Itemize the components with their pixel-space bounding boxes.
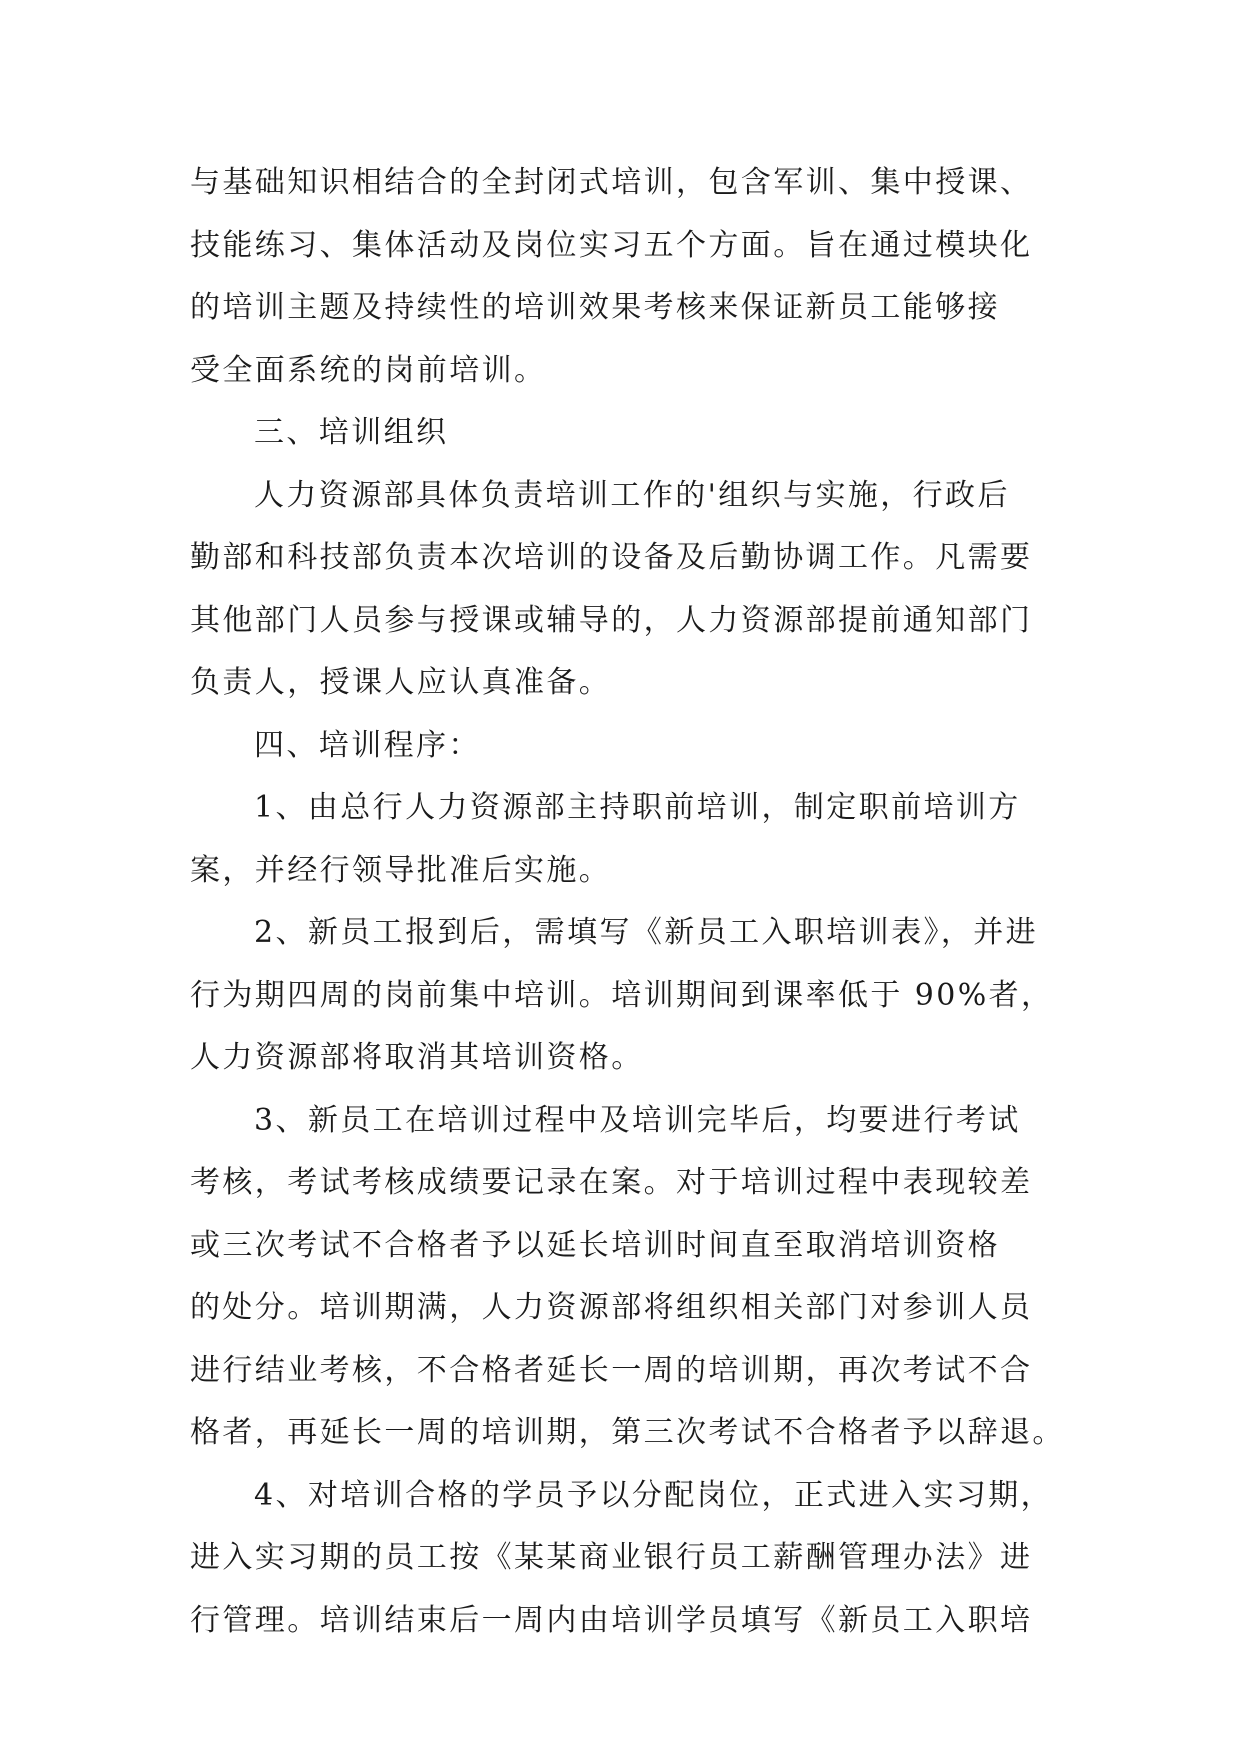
text-line: 3、新员工在培训过程中及培训完毕后，均要进行考试 [254,1102,1021,1138]
text-line: 4、对培训合格的学员予以分配岗位，正式进入实习期， [254,1477,1054,1513]
text-line: 负责人，授课人应认真准备。 [190,665,612,700]
text-line: 人力资源部具体负责培训工作的'组织与实施，行政后 [254,477,1010,513]
text-line: 或三次考试不合格者予以延长培训时间直至取消培训资格 [190,1227,1000,1263]
text-line: 考核，考试考核成绩要记录在案。对于培训过程中表现较差 [190,1165,1033,1200]
text-line: 与基础知识相结合的全封闭式培训，包含军训、集中授课、 [190,165,1033,200]
text-line: 的培训主题及持续性的培训效果考核来保证新员工能够接 [190,290,1000,325]
text-line: 行为期四周的岗前集中培训。培训期间到课率低于 90%者， [190,977,1054,1013]
text-line: 进行结业考核，不合格者延长一周的培训期，再次考试不合 [190,1352,1033,1388]
text-line: 进入实习期的员工按《某某商业银行员工薪酬管理办法》进 [190,1540,1033,1575]
text-line: 格者，再延长一周的培训期，第三次考试不合格者予以辞退。 [190,1415,1065,1450]
document-body [190,152,1065,1652]
text-line: 三、培训组织 [254,415,449,450]
text-line: 案，并经行领导批准后实施。 [190,852,612,888]
text-line: 受全面系统的岗前培训。 [190,352,547,388]
text-line: 其他部门人员参与授课或辅导的，人力资源部提前通知部门 [190,602,1033,638]
text-line: 的处分。培训期满，人力资源部将组织相关部门对参训人员 [190,1290,1033,1325]
text-line: 2、新员工报到后，需填写《新员工入职培训表》，并进 [254,915,1039,950]
text-line: 人力资源部将取消其培训资格。 [190,1040,644,1075]
text-line: 四、培训程序： [254,727,481,763]
text-line: 1、由总行人力资源部主持职前培训，制定职前培训方 [254,790,1021,825]
text-line: 行管理。培训结束后一周内由培训学员填写《新员工入职培 [190,1602,1033,1638]
text-line: 勤部和科技部负责本次培训的设备及后勤协调工作。凡需要 [190,540,1033,575]
text-line: 技能练习、集体活动及岗位实习五个方面。旨在通过模块化 [190,227,1033,263]
